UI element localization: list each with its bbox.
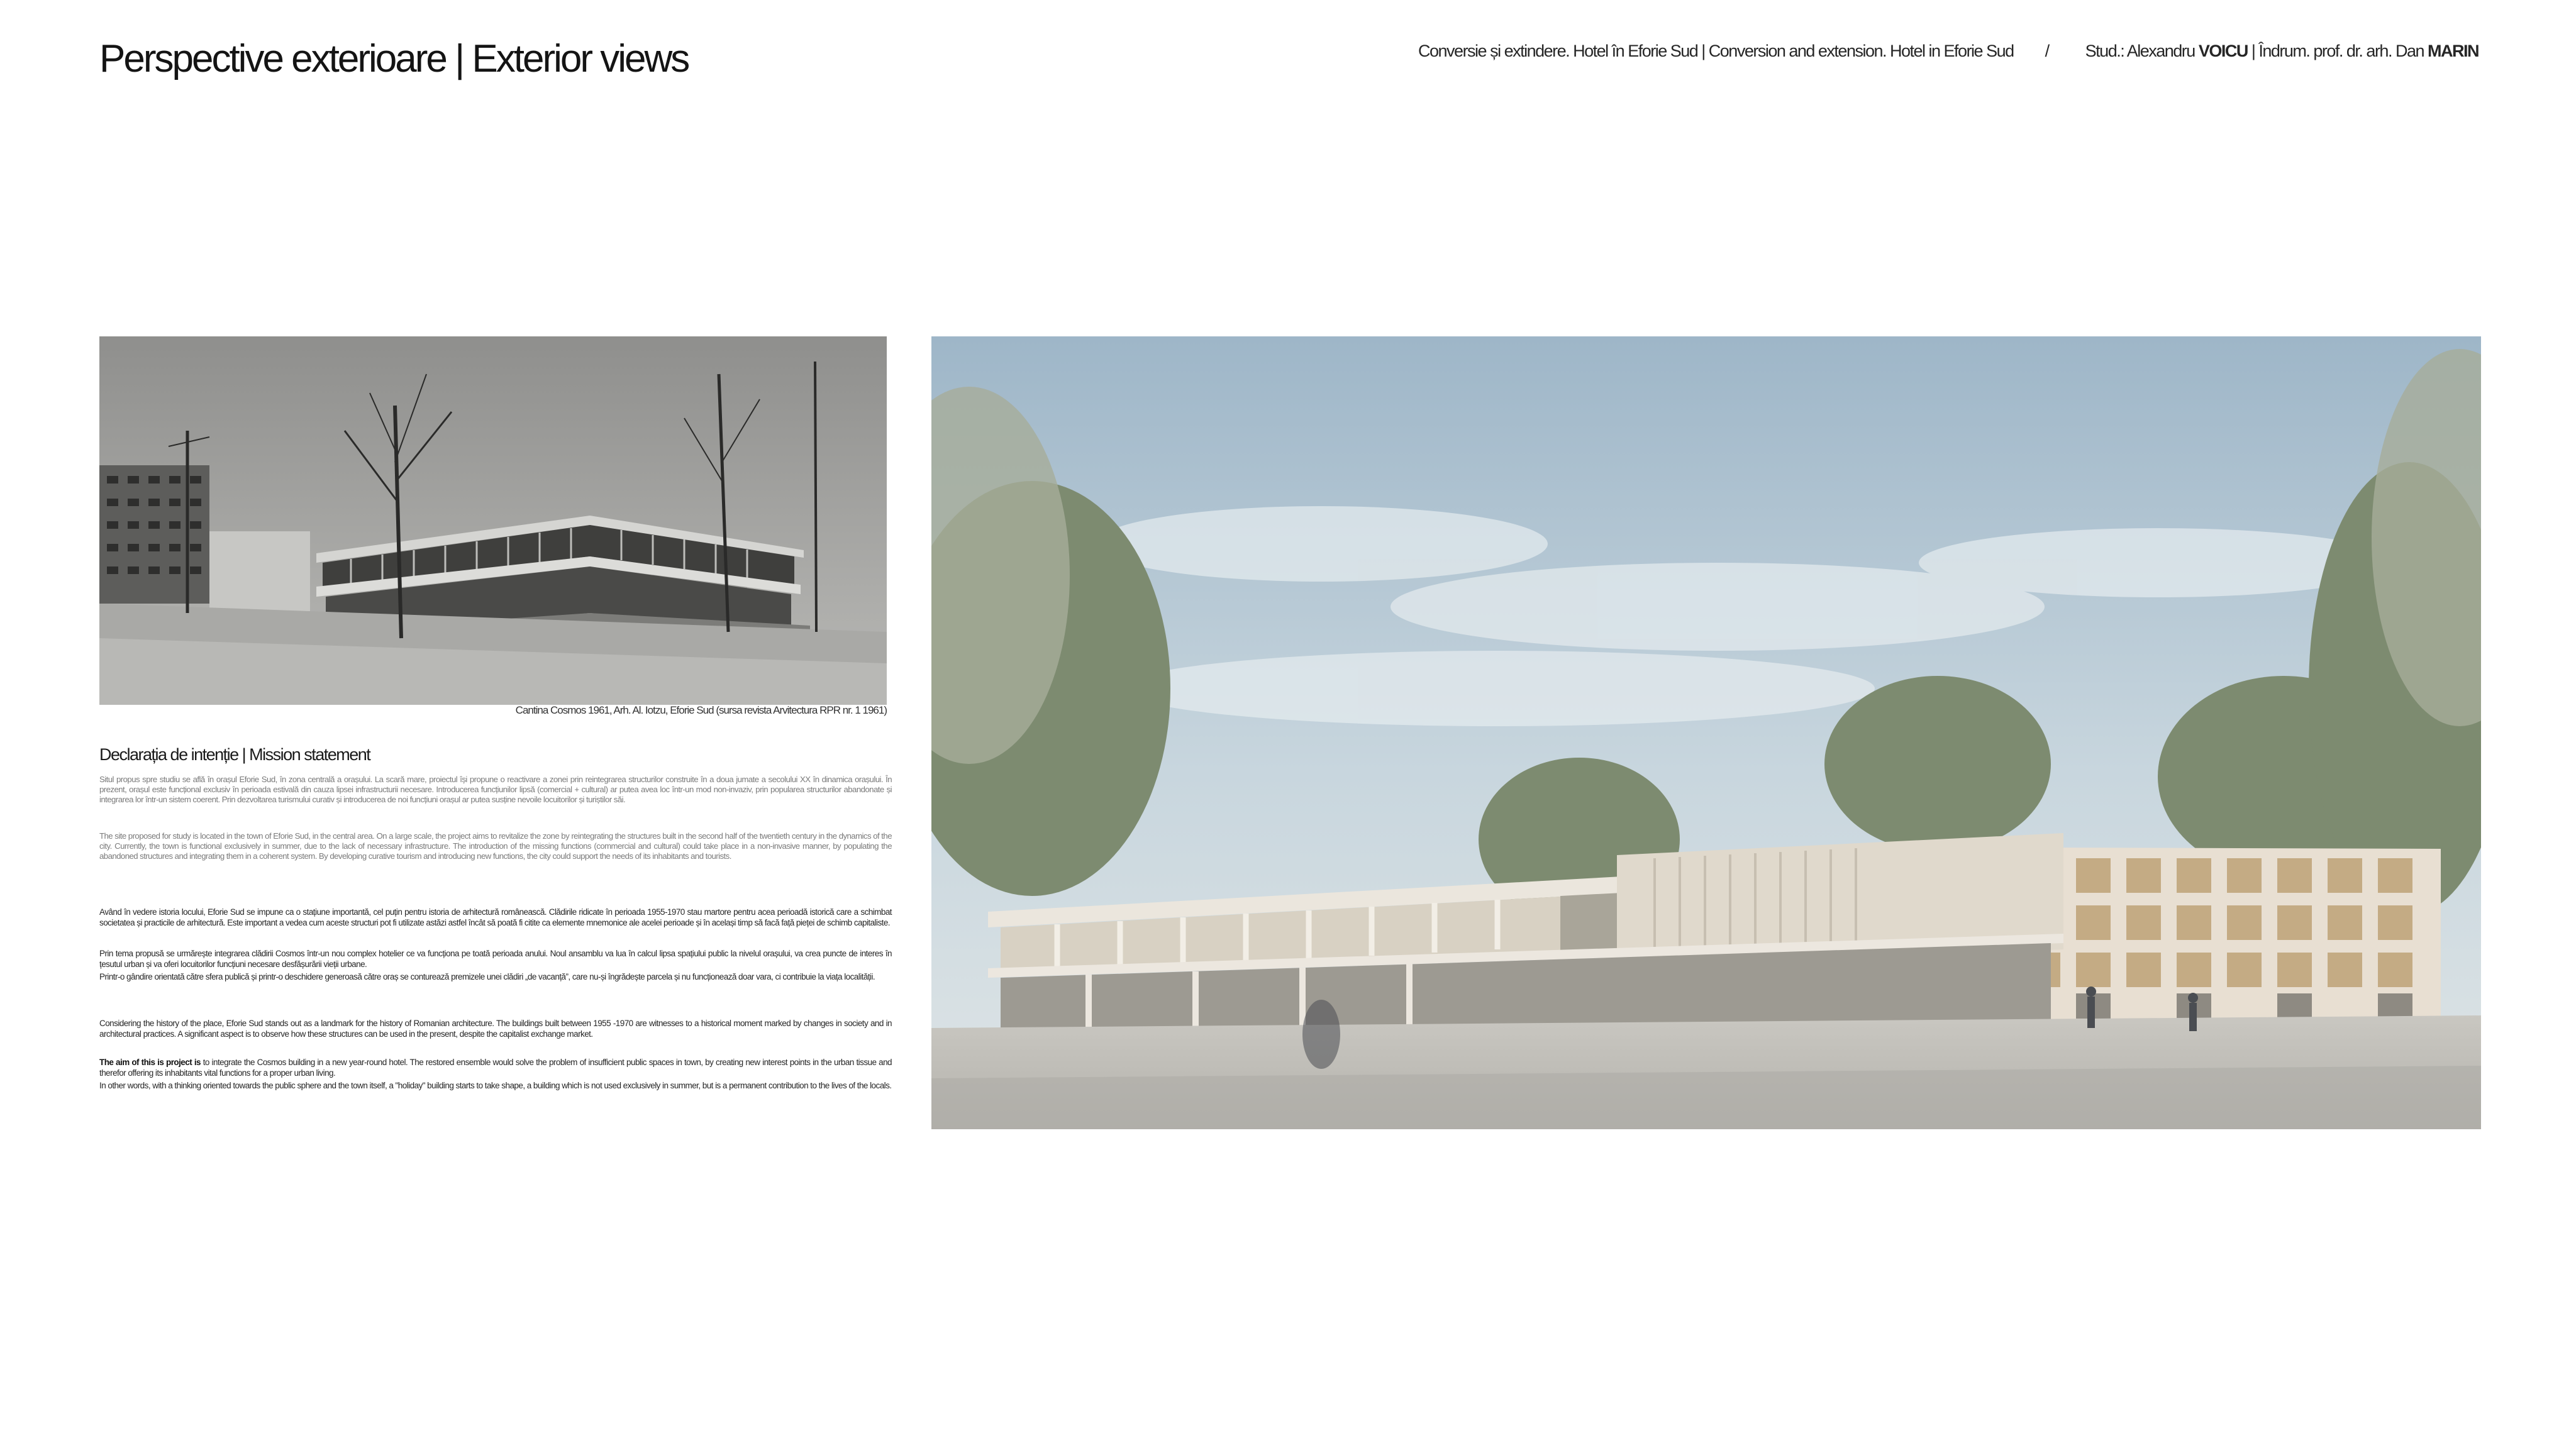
mission-ro-paragraph-2a: Având în vedere istoria locului, Eforie Sud se impune ca o stațiune importantă, cel puțin pentru istoria de arhitectură românească. Clădirile ridicate în perioada 1955-1970 stau martore pentru acea perioadă istorică care a schimbat societatea și practicile de arhitectură. Este important a vedea cum aceste structuri pot fi utilizate astăzi astfel încât să poată fi citite ca elemente mnemonice ale acelei perioade și în același timp să facă față pieței de schimb capitaliste. bbox=[99, 907, 892, 927]
student-prefix: Stud.: Alexandru bbox=[2085, 41, 2199, 60]
rendering-drawing bbox=[931, 336, 2481, 1129]
mission-en-paragraph-1: The site proposed for study is located in the town of Eforie Sud, in the central area. On a large scale, the project aims to revitalize the zone by reintegrating the structures built in the second half of the twentieth century in the dynamics of the city. Currently, the town is functional exclusively in summer, due to the lack of necessary infrastructure. The introduction of the missing functions (commercial and cultural) could take place in a non-invasive manner, by populating the abandoned structures and integrating them in a coherent system. By developing curative tourism and introducing new functions, the city could support the needs of its inhabitants and tourists. bbox=[99, 831, 892, 861]
archive-photo-caption: Cantina Cosmos 1961, Arh. Al. Iotzu, Eforie Sud (sursa revista Arvitectura RPR nr. 1 1961) bbox=[515, 704, 887, 716]
mission-en-paragraph-2a: Considering the history of the place, Eforie Sud stands out as a landmark for the history of Romanian architecture. The buildings built between 1955 -1970 are witnesses to a historical moment marked by changes in society and in architectural practices. A significant aspect is to observe how these structures can be used in the present, despite the capitalist exchange market. bbox=[99, 1019, 892, 1039]
mission-en-aim-label: The aim of this is project is bbox=[99, 1058, 201, 1067]
page-title: Perspective exterioare | Exterior views bbox=[99, 37, 689, 80]
exterior-view-rendering bbox=[931, 336, 2481, 1129]
mission-ro-paragraph-2c: Printr-o gândire orientată către sfera publică și printr-o deschidere generoasă către oraș se conturează premizele unei clădiri „de vacanță”, care nu-și îngrădește parcela și nu funcționează doar vara, ci contribuie la viața localității. bbox=[99, 972, 875, 981]
student-surname: VOICU bbox=[2198, 41, 2248, 60]
header-separator: / bbox=[2045, 41, 2049, 60]
project-name: Conversie și extindere. Hotel în Eforie Sud | Conversion and extension. Hotel in Eforie Sud bbox=[1418, 41, 2014, 60]
tutor-surname: MARIN bbox=[2428, 41, 2479, 60]
mission-ro-paragraph-2b: Prin tema propusă se urmărește integrarea clădirii Cosmos într-un nou complex hotelier ce va funcționa pe toată perioada anului. Noul ansamblu va lua în calcul lipsa spațiului public la nivelul orașului, va crea puncte de interes în țesutul urban și va oferi locuitorilor funcțiuni necesare desfășurării vieții urbane. bbox=[99, 949, 892, 969]
mission-statement-heading: Declarația de intenție | Mission statement bbox=[99, 745, 370, 764]
archive-photo-drawing bbox=[99, 336, 887, 705]
archive-photo-cantina-cosmos bbox=[99, 336, 887, 705]
mission-ro-paragraph-1: Situl propus spre studiu se află în orașul Eforie Sud, în zona centrală a orașului. La scară mare, proiectul își propune o reactivare a zonei prin reintegrarea structurilor construite în a doua jumate a secolului XX în dinamica orașului. În prezent, orașul este funcțional exclusiv în perioada estivală din cauza lipsei infrastructurii necesare. Introducerea funcțiunilor lipsă (comercial + cultural) ar putea avea loc într-un mod non-invaziv, prin popularea structurilor abandonate și integrarea lor într-un sistem coerent. Prin dezvoltarea turismului curativ și introducerea de noi funcțiuni orașul ar putea susține nevoile locuitorilor și turiștilor săi. bbox=[99, 775, 892, 804]
mission-en-paragraph-2c: In other words, with a thinking oriented towards the public sphere and the town itself, a "holiday" building starts to take shape, a building which is not used exclusively in summer, but is a permanent contribution to the lives of the locals. bbox=[99, 1081, 892, 1090]
project-credits bbox=[1418, 41, 2479, 61]
mission-en-aim-paragraph bbox=[99, 1058, 892, 1078]
mission-en-aim-text: to integrate the Cosmos building in a new year-round hotel. The restored ensemble would solve the problem of insufficient public spaces in town, by creating new interest points in the urban tissue and therefor offering its inhabitants vital functions for a proper urban living. bbox=[99, 1058, 892, 1078]
tutor-prefix: | Îndrum. prof. dr. arh. Dan bbox=[2247, 41, 2428, 60]
